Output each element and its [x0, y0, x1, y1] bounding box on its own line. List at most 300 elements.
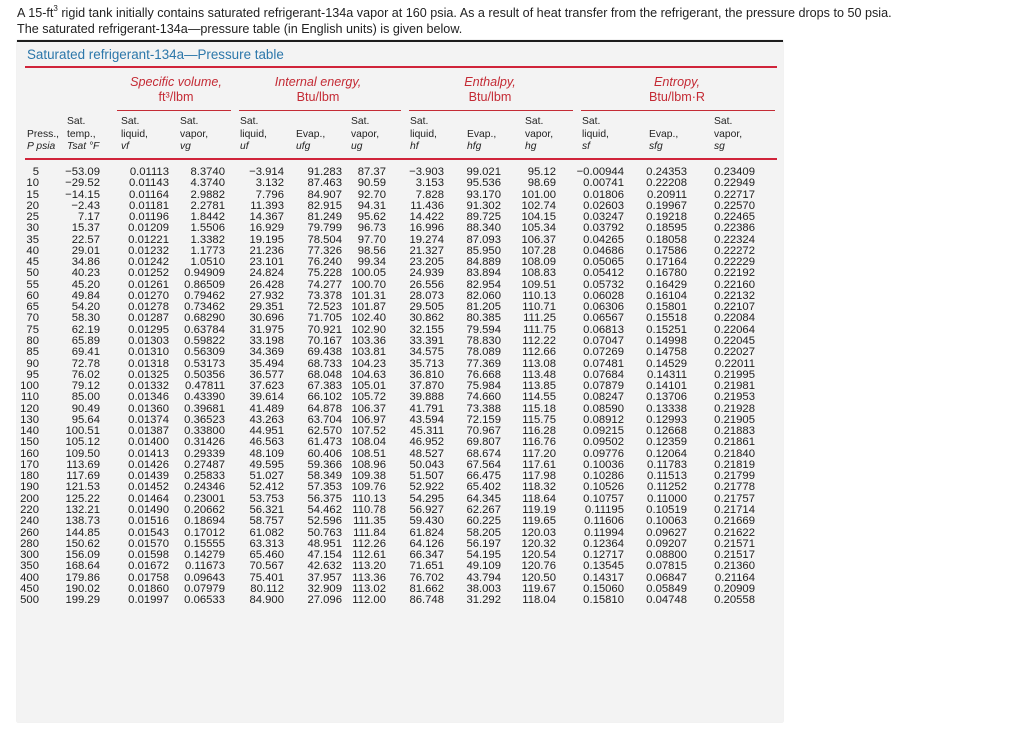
cell-ug: 100.70 [351, 278, 386, 291]
cell-vf: 0.01332 [128, 380, 169, 393]
cell-pressure: 120 [20, 402, 39, 415]
property-table-panel [17, 40, 783, 722]
cell-uf: 44.951 [249, 425, 284, 438]
cell-sfg: 0.06847 [646, 571, 687, 584]
cell-sg: 0.22132 [714, 289, 755, 302]
cell-vf: 0.01387 [128, 425, 169, 438]
cell-vf: 0.01287 [128, 312, 169, 325]
table-row [20, 560, 777, 573]
problem-statement [17, 3, 1007, 37]
cell-hf: 23.205 [409, 256, 444, 269]
group-internal-energy: Internal energy, Btu/lbm [274, 75, 362, 104]
cell-hf: 64.126 [409, 537, 444, 550]
cell-ug: 99.34 [357, 256, 386, 269]
cell-hg: 115.18 [522, 402, 556, 415]
cell-ug: 108.51 [351, 447, 386, 460]
cell-uf: 21.236 [249, 244, 284, 257]
cell-sg: 0.22011 [715, 357, 755, 370]
cell-hfg: 77.369 [466, 357, 501, 370]
cell-sf: 0.08912 [583, 413, 624, 426]
cell-sg: 0.21571 [714, 537, 755, 550]
cell-hfg: 62.267 [466, 503, 501, 516]
cell-uf: 75.401 [249, 571, 284, 584]
cell-pressure: 70 [26, 312, 39, 325]
cell-sf: 0.06813 [583, 323, 624, 336]
cell-temperature: 113.69 [66, 458, 100, 471]
cell-sg: 0.21714 [714, 503, 755, 516]
cell-sf: 0.13545 [583, 560, 624, 573]
cell-uf: 26.428 [249, 278, 284, 291]
cell-hg: 110.13 [522, 289, 556, 302]
cell-pressure: 180 [20, 470, 39, 483]
cell-pressure: 260 [20, 526, 39, 539]
cell-ufg: 81.249 [307, 211, 342, 224]
cell-temperature: 22.57 [71, 233, 100, 246]
cell-vg: 0.06533 [184, 594, 225, 607]
cell-sfg: 0.08800 [646, 549, 687, 562]
cell-vf: 0.01318 [128, 357, 169, 370]
cell-pressure: 95 [26, 368, 39, 381]
cell-sf: 0.08247 [583, 391, 624, 404]
cell-temperature: 79.12 [71, 380, 100, 393]
cell-hg: 105.34 [521, 222, 556, 235]
cell-ug: 111.35 [353, 515, 386, 528]
cell-vf: 0.01598 [128, 549, 169, 562]
col-head-sfg: Evap., sfg [649, 128, 679, 152]
cell-hg: 104.15 [521, 211, 556, 224]
cell-sf: 0.11195 [584, 503, 624, 516]
cell-vf: 0.01464 [128, 492, 169, 505]
cell-sfg: 0.13706 [646, 391, 687, 404]
table-row [20, 391, 777, 404]
cell-vg: 0.11673 [185, 560, 225, 573]
cell-pressure: 5 [32, 166, 39, 178]
cell-hf: 37.870 [409, 380, 444, 393]
cell-hf: 43.594 [409, 413, 444, 426]
cell-temperature: 54.20 [71, 301, 100, 314]
cell-hf: 34.575 [409, 346, 444, 359]
cell-pressure: 300 [20, 549, 39, 562]
cell-sfg: 0.16104 [646, 289, 687, 302]
col-head-hfg: Evap., hfg [467, 128, 497, 152]
cell-uf: 3.132 [255, 177, 284, 190]
cell-hfg: 64.345 [466, 492, 501, 505]
cell-ufg: 61.473 [307, 436, 342, 449]
cell-sg: 0.21360 [714, 560, 755, 573]
cell-pressure: 450 [20, 582, 39, 595]
table-row [20, 436, 777, 449]
cell-temperature: 76.02 [71, 368, 100, 381]
cell-pressure: 350 [20, 560, 39, 573]
problem-line-1: A $15-ft^3$ rigid tank initially contains saturated refrigerant-134a vapor at 160 psia. As a result of heat transfer from the refrigerant, the pressure drops to 50 psia. [17, 3, 892, 20]
cell-temperature: 65.89 [71, 334, 100, 347]
cell-sg: 0.21883 [714, 425, 755, 438]
cell-sfg: 0.14101 [646, 380, 687, 393]
cell-uf: 58.757 [249, 515, 284, 528]
cell-vg: 0.68290 [184, 312, 225, 325]
cell-vg: 0.27487 [184, 458, 225, 471]
cell-sfg: 0.12668 [646, 425, 687, 438]
cell-hfg: 87.093 [466, 233, 501, 246]
cell-vg: 0.07979 [184, 582, 225, 595]
cell-sf: 0.04265 [583, 233, 624, 246]
cell-vg: 1.5506 [190, 222, 225, 235]
cell-sfg: 0.22208 [646, 177, 687, 190]
cell-hg: 119.65 [522, 515, 556, 528]
cell-temperature: 7.17 [78, 211, 100, 224]
cell-pressure: 30 [26, 222, 39, 235]
cell-hfg: 78.089 [466, 346, 501, 359]
cell-hfg: 65.402 [466, 481, 501, 494]
cell-ufg: 76.240 [307, 256, 342, 269]
cell-uf: 80.112 [250, 582, 284, 595]
cell-hf: 66.347 [409, 549, 444, 562]
cell-ufg: 70.167 [307, 334, 342, 347]
cell-sf: 0.07481 [583, 357, 624, 370]
cell-pressure: 20 [26, 199, 39, 212]
cell-temperature: 45.20 [71, 278, 100, 291]
cell-hfg: 99.021 [466, 166, 501, 178]
cell-hfg: 58.205 [466, 526, 501, 539]
cell-sfg: 0.09627 [646, 526, 687, 539]
cell-ufg: 75.228 [307, 267, 342, 280]
cell-sg: 0.22386 [714, 222, 755, 235]
cell-sf: 0.05412 [583, 267, 624, 280]
cell-pressure: 40 [26, 244, 39, 257]
cell-hfg: 68.674 [466, 447, 501, 460]
cell-sg: 0.21622 [714, 526, 755, 539]
cell-ufg: 63.704 [307, 413, 342, 426]
cell-temperature: 156.09 [65, 549, 100, 562]
cell-hg: 112.66 [522, 346, 556, 359]
cell-uf: 56.321 [249, 503, 284, 516]
cell-ug: 106.97 [351, 413, 386, 426]
cell-uf: −3.914 [249, 166, 284, 178]
cell-ug: 97.70 [357, 233, 386, 246]
cell-hg: 112.22 [522, 334, 556, 347]
cell-sg: 0.20558 [714, 594, 755, 607]
col-head-pressure: Press., P psia [27, 128, 60, 152]
cell-hfg: 70.967 [466, 425, 501, 438]
cell-hf: 46.952 [409, 436, 444, 449]
cell-vf: 0.01490 [128, 503, 169, 516]
cell-hfg: 74.660 [466, 391, 501, 404]
cell-uf: 43.263 [249, 413, 284, 426]
cell-ufg: 71.705 [307, 312, 342, 325]
cell-sg: 0.21905 [714, 413, 755, 426]
cell-hf: 30.862 [409, 312, 444, 325]
col-head-hf: Sat. liquid, hf [410, 116, 437, 152]
cell-hf: 59.430 [409, 515, 444, 528]
cell-hg: 108.83 [521, 267, 556, 280]
cell-hf: 16.996 [409, 222, 444, 235]
cell-uf: 41.489 [249, 402, 284, 415]
cell-ug: 94.31 [357, 199, 386, 212]
cell-hf: 35.713 [409, 357, 444, 370]
cell-hfg: 56.197 [466, 537, 501, 550]
cell-uf: 84.900 [249, 594, 284, 607]
cell-vf: 0.01252 [128, 267, 169, 280]
cell-sfg: 0.15251 [646, 323, 687, 336]
cell-hfg: 81.205 [466, 301, 501, 314]
cell-ug: 110.13 [352, 492, 386, 505]
cell-sfg: 0.16780 [646, 267, 687, 280]
cell-uf: 61.082 [249, 526, 284, 539]
cell-hg: 120.32 [521, 537, 556, 550]
cell-hfg: 66.475 [466, 470, 501, 483]
cell-ug: 102.40 [351, 312, 386, 325]
cell-hf: 54.295 [409, 492, 444, 505]
cell-uf: 53.753 [249, 492, 284, 505]
cell-vf: 0.01543 [128, 526, 169, 539]
cell-hf: 56.927 [409, 503, 444, 516]
cell-sf: 0.10757 [583, 492, 624, 505]
cell-vg: 0.50356 [184, 368, 225, 381]
cell-ug: 107.52 [351, 425, 386, 438]
cell-temperature: 49.84 [71, 289, 100, 302]
cell-hf: 21.327 [409, 244, 444, 257]
cell-hg: 106.37 [521, 233, 556, 246]
cell-vf: 0.01400 [128, 436, 169, 449]
cell-sg: 0.21840 [714, 447, 755, 460]
cell-hfg: 95.536 [466, 177, 501, 190]
cell-temperature: 125.22 [65, 492, 100, 505]
cell-uf: 7.796 [255, 188, 284, 201]
cell-ufg: 37.957 [307, 571, 342, 584]
cell-hf: 86.748 [409, 594, 444, 607]
cell-hg: 113.08 [522, 357, 556, 370]
cell-hfg: 76.668 [466, 368, 501, 381]
cell-uf: 27.932 [249, 289, 284, 302]
cell-ug: 104.63 [351, 368, 386, 381]
table-row [27, 347, 777, 358]
cell-vf: 0.01325 [128, 368, 169, 381]
cell-pressure: 75 [26, 323, 39, 336]
cell-vg: 0.09643 [184, 571, 225, 584]
cell-vg: 0.33800 [184, 425, 225, 438]
cell-vg: 2.9882 [190, 188, 225, 201]
cell-pressure: 140 [20, 425, 39, 438]
cell-ug: 112.26 [352, 537, 386, 550]
cell-sfg: 0.14758 [646, 346, 687, 359]
cell-vg: 4.3740 [190, 177, 225, 190]
cell-sfg: 0.18058 [646, 233, 687, 246]
cell-uf: 48.109 [249, 447, 284, 460]
cell-vg: 0.86509 [184, 278, 225, 291]
cell-hg: 117.98 [522, 470, 556, 483]
cell-hf: 52.922 [409, 481, 444, 494]
cell-hf: 76.702 [409, 571, 444, 584]
cell-sf: −0.00944 [576, 166, 624, 178]
cell-uf: 70.567 [249, 560, 284, 573]
cell-ufg: 64.878 [307, 402, 342, 415]
cell-ufg: 79.799 [307, 222, 342, 235]
col-head-temperature: Sat. temp., Tsat °F [67, 116, 100, 152]
table-row [20, 594, 777, 607]
cell-ug: 108.04 [351, 436, 386, 449]
cell-sfg: 0.18595 [646, 222, 687, 235]
cell-hf: 48.527 [409, 447, 444, 460]
cell-hfg: 88.340 [466, 222, 501, 235]
cell-hfg: 83.894 [466, 267, 501, 280]
cell-sg: 0.21819 [714, 458, 755, 471]
cell-sfg: 0.13338 [646, 402, 687, 415]
cell-hfg: 78.830 [466, 334, 501, 347]
cell-pressure: 160 [20, 447, 39, 460]
cell-hg: 118.32 [522, 481, 556, 494]
cell-ufg: 50.763 [307, 526, 342, 539]
cell-ug: 113.20 [352, 560, 386, 573]
cell-vg: 0.18694 [184, 515, 225, 528]
cell-sf: 0.12717 [583, 549, 624, 562]
cell-hf: 32.155 [409, 323, 444, 336]
cell-hg: 110.71 [522, 301, 556, 314]
cell-ufg: 57.353 [307, 481, 342, 494]
cell-hfg: 69.807 [466, 436, 501, 449]
cell-pressure: 240 [20, 515, 39, 528]
cell-sfg: 0.19218 [646, 211, 687, 224]
cell-pressure: 85 [26, 346, 39, 359]
cell-ug: 101.31 [351, 289, 386, 302]
cell-pressure: 90 [26, 357, 39, 370]
cell-temperature: 150.62 [65, 537, 100, 550]
cell-ufg: 56.375 [307, 492, 342, 505]
cell-vg: 1.8442 [190, 211, 225, 224]
cell-ug: 100.05 [351, 267, 386, 280]
cell-uf: 49.595 [249, 458, 284, 471]
cell-pressure: 500 [20, 594, 39, 607]
cell-sfg: 0.09207 [646, 537, 687, 550]
cell-uf: 30.696 [249, 312, 284, 325]
cell-vg: 0.53173 [184, 357, 225, 370]
cell-uf: 24.824 [249, 267, 284, 280]
cell-vf: 0.01181 [129, 199, 169, 212]
cell-temperature: 58.30 [71, 312, 100, 325]
group-underline [581, 110, 775, 111]
cell-sfg: 0.14529 [646, 357, 687, 370]
cell-sfg: 0.11783 [647, 458, 687, 471]
cell-temperature: 109.50 [65, 447, 100, 460]
cell-temperature: 69.41 [71, 346, 100, 359]
cell-sg: 0.21778 [714, 481, 755, 494]
table-row [27, 223, 777, 234]
cell-sg: 0.22717 [714, 188, 755, 201]
cell-vf: 0.01360 [128, 402, 169, 415]
cell-temperature: 100.51 [65, 425, 100, 438]
cell-temperature: 29.01 [71, 244, 100, 257]
cell-uf: 63.313 [249, 537, 284, 550]
cell-sfg: 0.11513 [647, 470, 687, 483]
cell-sf: 0.11606 [584, 515, 624, 528]
cell-ufg: 67.383 [307, 380, 342, 393]
cell-vg: 0.47811 [185, 380, 225, 393]
cell-ug: 112.00 [352, 594, 386, 607]
col-head-sf: Sat. liquid, sf [582, 116, 609, 152]
cell-uf: 19.195 [249, 233, 284, 246]
cell-sg: 0.22324 [714, 233, 755, 246]
cell-sfg: 0.19967 [646, 199, 687, 212]
cell-uf: 14.367 [249, 211, 284, 224]
cell-hfg: 82.060 [466, 289, 501, 302]
cell-ug: 113.02 [352, 582, 386, 595]
cell-sfg: 0.20911 [647, 188, 687, 201]
cell-sg: 0.21953 [714, 391, 755, 404]
cell-pressure: 35 [26, 233, 39, 246]
cell-ug: 111.84 [353, 526, 386, 539]
cell-sg: 0.22084 [714, 312, 755, 325]
cell-uf: 36.577 [249, 368, 284, 381]
cell-sf: 0.15810 [583, 594, 624, 607]
cell-ug: 106.37 [351, 402, 386, 415]
cell-temperature: 168.64 [65, 560, 100, 573]
cell-pressure: 220 [20, 503, 39, 516]
cell-hg: 108.09 [521, 256, 556, 269]
cell-temperature: 117.69 [66, 470, 100, 483]
cell-ufg: 68.048 [307, 368, 342, 381]
group-underline [239, 110, 401, 111]
cell-pressure: 55 [26, 278, 39, 291]
cell-vg: 0.29339 [184, 447, 225, 460]
cell-hfg: 84.889 [466, 256, 501, 269]
cell-hfg: 38.003 [466, 582, 501, 595]
cell-hg: 118.64 [522, 492, 556, 505]
cell-pressure: 130 [20, 413, 39, 426]
cell-ufg: 32.909 [307, 582, 342, 595]
cell-sg: 0.21799 [714, 470, 755, 483]
cell-hf: 33.391 [409, 334, 444, 347]
col-head-ug: Sat. vapor, ug [351, 116, 380, 152]
cell-sf: 0.07684 [583, 368, 624, 381]
cell-uf: 65.460 [249, 549, 284, 562]
cell-hg: 116.28 [522, 425, 556, 438]
cell-pressure: 65 [26, 301, 39, 314]
cell-hg: 109.51 [521, 278, 556, 291]
cell-pressure: 110 [20, 391, 39, 404]
cell-hg: 119.19 [522, 503, 556, 516]
cell-ufg: 47.154 [307, 549, 342, 562]
cell-vg: 2.2781 [190, 199, 225, 212]
group-underline [409, 110, 573, 111]
cell-vf: 0.01270 [128, 289, 169, 302]
cell-sg: 0.21981 [714, 380, 755, 393]
cell-vf: 0.01143 [129, 177, 169, 190]
cell-hfg: 31.292 [466, 594, 501, 607]
cell-hfg: 82.954 [466, 278, 501, 291]
cell-hf: 26.556 [409, 278, 444, 291]
cell-vf: 0.01452 [128, 481, 169, 494]
cell-temperature: 40.23 [71, 267, 100, 280]
cell-sfg: 0.04748 [646, 594, 687, 607]
cell-hf: 41.791 [409, 402, 444, 415]
cell-vf: 0.01113 [129, 166, 169, 178]
cell-hg: 120.03 [521, 526, 556, 539]
cell-vf: 0.01232 [128, 244, 169, 257]
cell-sf: 0.09776 [583, 447, 624, 460]
cell-sfg: 0.05849 [646, 582, 687, 595]
cell-ug: 87.37 [357, 166, 386, 178]
cell-ug: 108.96 [351, 458, 386, 471]
cell-sg: 0.22465 [714, 211, 755, 224]
cell-ufg: 82.915 [307, 199, 342, 212]
problem-line-2: The saturated refrigerant-134a—pressure table (in English units) is given below. [17, 21, 463, 36]
cell-uf: 37.623 [249, 380, 284, 393]
cell-hg: 113.48 [522, 368, 556, 381]
cell-hfg: 75.984 [466, 380, 501, 393]
cell-hg: 116.76 [522, 436, 556, 449]
cell-sg: 0.22949 [714, 177, 755, 190]
cell-sfg: 0.16429 [646, 278, 687, 291]
cell-ufg: 62.570 [307, 425, 342, 438]
